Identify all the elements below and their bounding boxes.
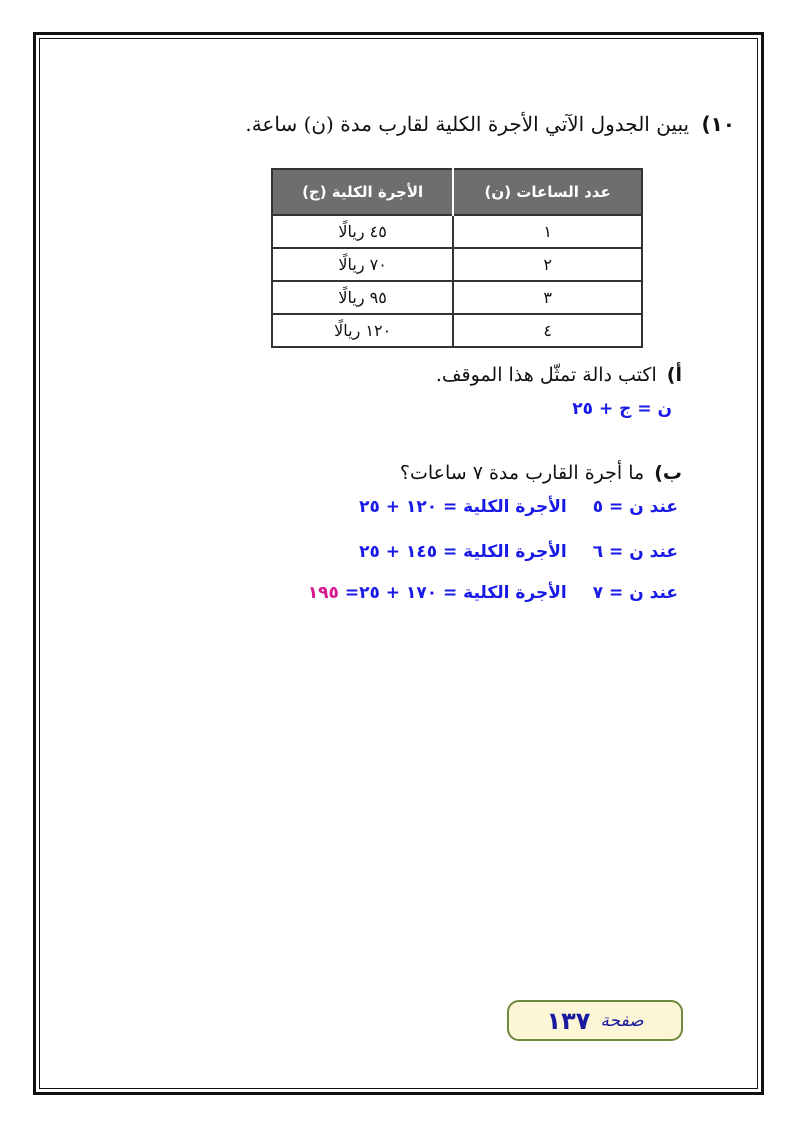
- answer-line-n5: [359, 497, 678, 517]
- answer-expression: الأجرة الكلية = ١٢٠ + ٢٥: [359, 497, 567, 517]
- cell-fare: ١٢٠ ريالًا: [272, 314, 453, 347]
- part-a-text: اكتب دالة تمثّل هذا الموقف.: [435, 364, 657, 386]
- answer-expression: الأجرة الكلية = ١٤٥ + ٢٥: [359, 542, 567, 562]
- part-a-answer: ن = ج + ٢٥: [572, 399, 672, 419]
- answer-condition: عند ن = ٧: [592, 583, 678, 603]
- table-row: [272, 314, 642, 347]
- answer-line-n7: [308, 583, 678, 603]
- part-b-text: ما أجرة القارب مدة ٧ ساعات؟: [399, 462, 645, 484]
- part-a-letter: أ): [666, 364, 682, 386]
- part-b-prompt: [400, 462, 682, 484]
- cell-hours: ٣: [453, 281, 642, 314]
- part-a-prompt: [436, 364, 682, 386]
- page-number: ١٣٧: [546, 1006, 591, 1035]
- cell-fare: ٧٠ ريالًا: [272, 248, 453, 281]
- table-header-row: [272, 169, 642, 215]
- question-text: يبين الجدول الآتي الأجرة الكلية لقارب مدة (ن) ساعة.: [245, 112, 690, 136]
- answer-condition: عند ن = ٥: [592, 497, 678, 517]
- answer-condition: عند ن = ٦: [592, 542, 678, 562]
- table-row: [272, 215, 642, 248]
- answer-result: ١٩٥: [307, 583, 339, 603]
- question-number: ١٠): [701, 112, 735, 136]
- cell-hours: ١: [453, 215, 642, 248]
- cell-fare: ٤٥ ريالًا: [272, 215, 453, 248]
- answer-expression: الأجرة الكلية = ١٧٠ + ٢٥=: [344, 583, 567, 603]
- hours-fare-table: [271, 168, 643, 348]
- header-hours: عدد الساعات (ن): [453, 169, 642, 215]
- cell-fare: ٩٥ ريالًا: [272, 281, 453, 314]
- question-10: [175, 112, 735, 136]
- page-number-badge: [507, 1000, 683, 1041]
- part-b-letter: ب): [654, 462, 682, 484]
- cell-hours: ٢: [453, 248, 642, 281]
- cell-hours: ٤: [453, 314, 642, 347]
- table-row: [272, 281, 642, 314]
- table-row: [272, 248, 642, 281]
- page-label: صفحة: [600, 1010, 644, 1031]
- header-total-fare: الأجرة الكلية (ج): [272, 169, 453, 215]
- answer-line-n6: [359, 542, 678, 562]
